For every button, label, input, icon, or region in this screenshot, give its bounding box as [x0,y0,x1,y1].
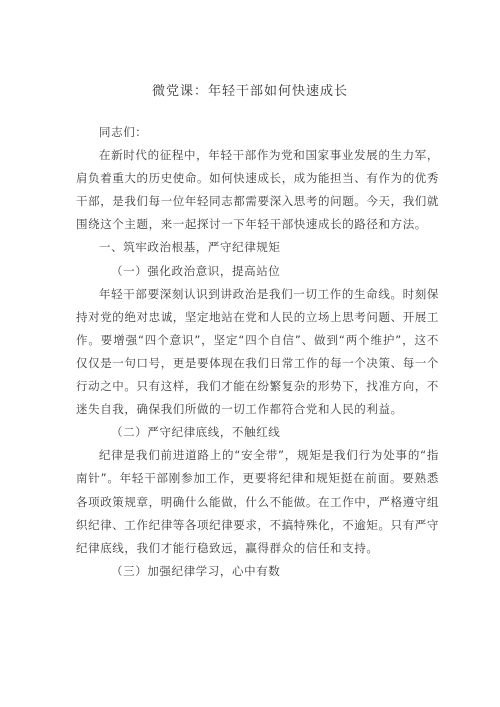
section-heading-1: 一、筑牢政治根基，严守纪律规矩 [99,240,281,255]
intro-paragraph: 在新时代的征程中，年轻干部作为党和国家事业发展的生力军，肩负着重大的历史使命。如何快速成长，成为能担当、有作为的优秀干部，是我们每一位年轻同志都需要深入思考的问题。今天，我们就围绕这个主题，来一起探讨一下年轻干部快速成长的路径和方法。 [76,148,439,232]
subsection-paragraph-2: 纪律是我们前进道路上的“安全带”，规矩是我们行为处事的“指南针”。年轻干部刚参加工作，更要将纪律和规矩挺在前面。要熟悉各项政策规章，明确什么能做，什么不能做。在工作中，严格遵守组织纪律、工作纪律等各项纪律要求，不搞特殊化，不逾矩。只有严守纪律底线，我们才能行稳致远，赢得群众的信任和支持。 [76,448,439,555]
subsection-heading-3: （三）加强纪律学习，心中有数 [111,563,281,578]
document-title: 微党课：年轻干部如何快速成长 [151,84,348,99]
document-body [76,121,439,583]
salutation: 同志们： [99,125,148,139]
subsection-heading-2: （二）严守纪律底线，不触红线 [111,425,281,440]
subsection-heading-1: （一）强化政治意识，提高站位 [111,263,281,278]
subsection-paragraph-1: 年轻干部要深刻认识到讲政治是我们一切工作的生命线。时刻保持对党的绝对忠诚，坚定地站在党和人民的立场上思考问题、开展工作。要增强“四个意识”，坚定“四个自信”、做到“两个维护”，这不仅仅是一句口号，更是要体现在我们日常工作的每一个决策、每一个行动之中。只有这样，我们才能在纷繁复杂的形势下，找准方向，不迷失自我，确保我们所做的一切工作都符合党和人民的利益。 [76,286,439,417]
